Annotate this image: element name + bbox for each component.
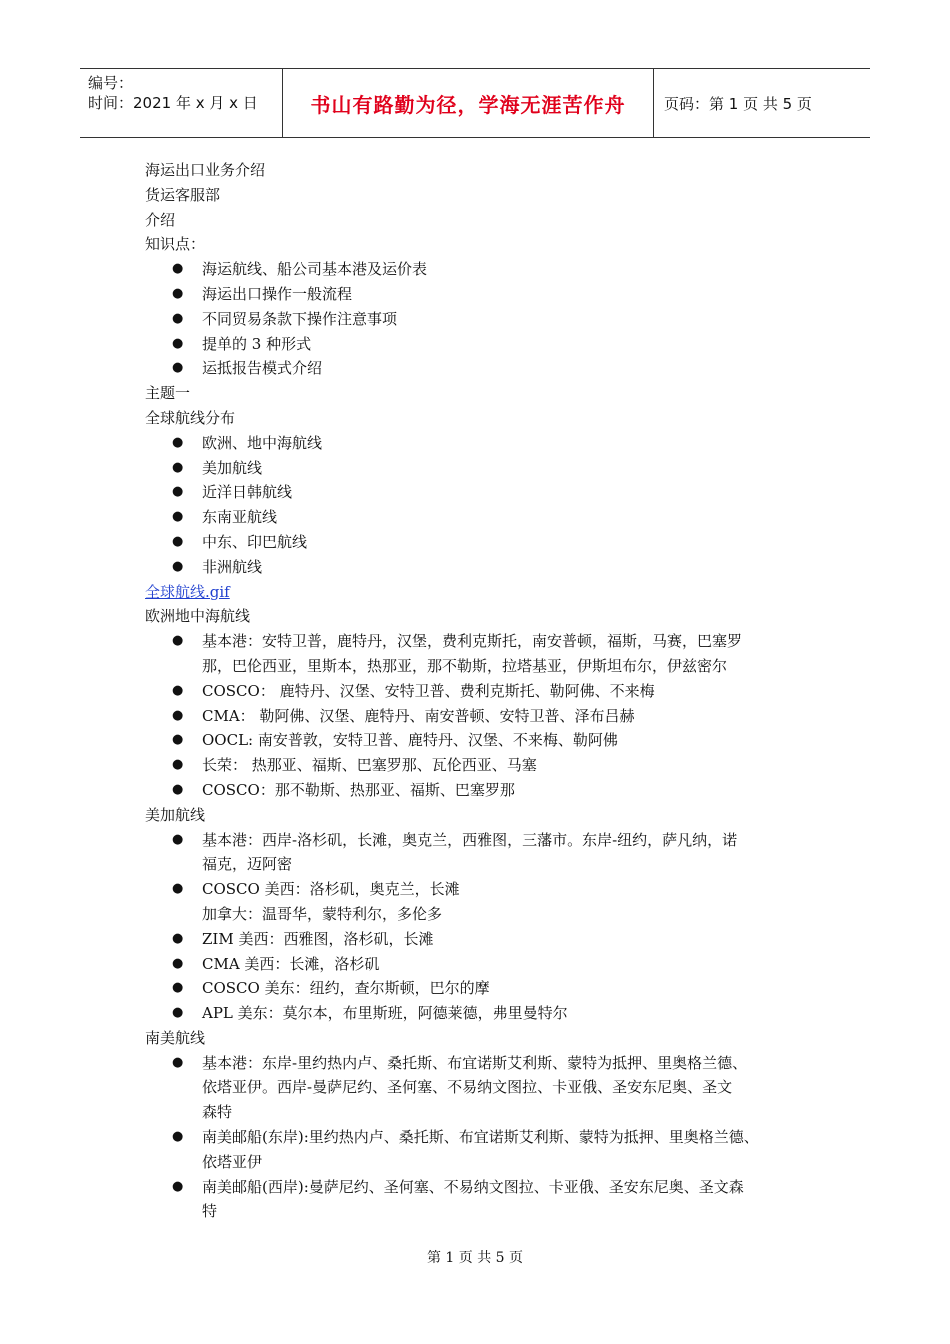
routes-list xyxy=(145,431,835,580)
list-item: ● 长荣： 热那亚、福斯、巴塞罗那、瓦伦西亚、马塞 xyxy=(145,753,835,778)
europe-heading: 欧洲地中海航线 xyxy=(145,607,251,626)
page-info-text: 页码：第 1 页 共 5 页 xyxy=(664,94,812,113)
list-item: ● 南美邮船(西岸):曼萨尼约、圣何塞、不易纳文图拉、卡亚俄、圣安东尼奥、圣文森 特 xyxy=(145,1175,835,1225)
knowledge-heading: 知识点： xyxy=(145,235,206,254)
list-item: ● 近洋日韩航线 xyxy=(145,480,835,505)
list-item: ● 南美邮船(东岸):里约热内卢、桑托斯、布宜诺斯艾利斯、蒙特为抵押、里奥格兰德、 依塔亚伊 xyxy=(145,1125,835,1175)
number-label: 编号： xyxy=(88,74,134,92)
list-item: ● APL 美东：莫尔本，布里斯班，阿德莱德，弗里曼特尔 xyxy=(145,1001,835,1026)
list-item: ● 提单的 3 种形式 xyxy=(145,332,835,357)
intro-label: 介绍 xyxy=(145,210,176,229)
header-motto-cell xyxy=(282,69,654,137)
list-item: ● OOCL: 南安普敦，安特卫普、鹿特丹、汉堡、不来梅、勒阿佛 xyxy=(145,728,835,753)
south-america-list xyxy=(145,1051,835,1225)
list-item: ● 美加航线 xyxy=(145,456,835,481)
list-item: ● 基本港：东岸-里约热内卢、桑托斯、布宜诺斯艾利斯、蒙特为抵押、里奥格兰德、 依塔亚伊。西岸-曼萨尼约、圣何塞、不易纳文图拉、卡亚俄、圣安东尼奥、圣文 森特 xyxy=(145,1051,835,1125)
south-america-heading: 南美航线 xyxy=(145,1028,206,1047)
list-item: ● 运抵报告模式介绍 xyxy=(145,356,835,381)
list-item: ● 不同贸易条款下操作注意事项 xyxy=(145,307,835,332)
department: 货运客服部 xyxy=(145,185,221,204)
knowledge-list xyxy=(145,257,835,381)
list-item: ● ZIM 美西：西雅图，洛杉矶，长滩 xyxy=(145,927,835,952)
america-list xyxy=(145,828,835,1026)
header-meta xyxy=(80,69,282,137)
list-item: ● 东南亚航线 xyxy=(145,505,835,530)
list-item: ● COSCO 美东：纽约，查尔斯顿，巴尔的摩 xyxy=(145,976,835,1001)
motto-text: 书山有路勤为径，学海无涯苦作舟 xyxy=(310,92,626,117)
list-item: ● 海运出口操作一般流程 xyxy=(145,282,835,307)
list-item: ● COSCO：那不勒斯、热那亚、福斯、巴塞罗那 xyxy=(145,778,835,803)
america-heading: 美加航线 xyxy=(145,805,206,824)
list-item: ● 基本港：安特卫普，鹿特丹，汉堡，费利克斯托，南安普顿，福斯，马赛，巴塞罗 那，巴伦西亚，里斯本，热那亚，那不勒斯，拉塔基亚，伊斯坦布尔，伊兹密尔 xyxy=(145,629,835,679)
list-item: ● 基本港：西岸-洛杉矶，长滩，奥克兰，西雅图，三藩市。东岸-纽约，萨凡纳，诺 福克，迈阿密 xyxy=(145,828,835,878)
list-item: ● COSCO： 鹿特丹、汉堡、安特卫普、费利克斯托、勒阿佛、不来梅 xyxy=(145,679,835,704)
list-item: ● COSCO 美西：洛杉矶，奥克兰，长滩 加拿大：温哥华，蒙特利尔，多伦多 xyxy=(145,877,835,927)
topic-heading: 主题一 xyxy=(145,384,191,403)
header-page-info xyxy=(654,69,870,137)
europe-list xyxy=(145,629,835,803)
list-item: ● CMA 美西：长滩，洛杉矶 xyxy=(145,952,835,977)
page-header xyxy=(80,68,870,138)
list-item: ● 非洲航线 xyxy=(145,555,835,580)
time-label: 时间：2021 年 x 月 x 日 xyxy=(88,94,258,112)
list-item: ● 中东、印巴航线 xyxy=(145,530,835,555)
global-routes-link[interactable]: 全球航线.gif xyxy=(145,582,230,601)
document-body xyxy=(145,158,835,1224)
list-item: ● 欧洲、地中海航线 xyxy=(145,431,835,456)
list-item: ● 海运航线、船公司基本港及运价表 xyxy=(145,257,835,282)
page-footer: 第 1 页 共 5 页 xyxy=(426,1250,524,1266)
doc-title: 海运出口业务介绍 xyxy=(145,161,266,179)
list-item: ● CMA： 勒阿佛、汉堡、鹿特丹、南安普顿、安特卫普、泽布吕赫 xyxy=(145,704,835,729)
routes-heading: 全球航线分布 xyxy=(145,408,236,427)
